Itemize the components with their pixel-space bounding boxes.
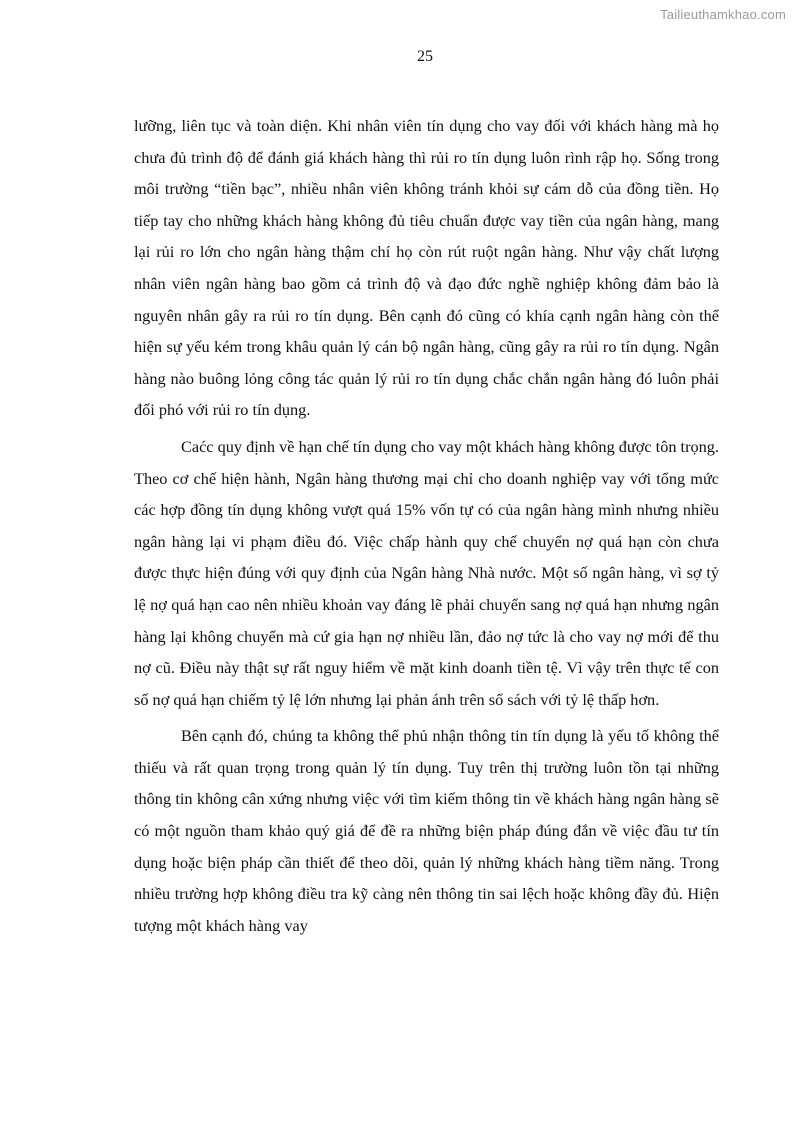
paragraph: Bên cạnh đó, chúng ta không thể phủ nhận thông tin tín dụng là yếu tố không thể thiếu và rất quan trọng trong quản lý tín dụng. Tuy trên thị trường luôn tồn tại những thông tin không cân xứng nhưng việc với tìm kiếm thông tin về khách hàng ngân hàng sẽ có một nguồn tham khảo quý giá để đề ra những biện pháp đúng đắn về việc đầu tư tín dụng hoặc biện pháp cần thiết để theo dõi, quản lý những khách hàng tiềm năng. Trong nhiều trường hợp không điều tra kỹ càng nên thông tin sai lệch hoặc không đầy đủ. Hiện tượng một khách hàng vay xyxy=(134,726,719,935)
paragraph: Caćc quy định về hạn chế tín dụng cho vay một khách hàng không được tôn trọng. Theo cơ chế hiện hành, Ngân hàng thương mại chỉ cho doanh nghiệp vay với tổng mức các hợp đồng tín dụng không vượt quá 15% vốn tự có của ngân hàng mình nhưng nhiều ngân hàng lại vi phạm điều đó. Việc chấp hành quy chế chuyển nợ quá hạn còn chưa được thực hiện đúng với quy định của Ngân hàng Nhà nước. Một số ngân hàng, vì sợ tỷ lệ nợ quá hạn cao nên nhiều khoản vay đáng lẽ phải chuyển sang nợ quá hạn nhưng ngân hàng lại không chuyển mà cứ gia hạn nợ nhiều lần, đảo nợ tức là cho vay nợ mới để thu nợ cũ. Điều này thật sự rất nguy hiểm về mặt kinh doanh tiền tệ. Vì vậy trên thực tế con số nợ quá hạn chiếm tỷ lệ lớn nhưng lại phản ánh trên sổ sách với tỷ lệ thấp hơn. xyxy=(134,436,719,709)
document-body xyxy=(134,110,719,946)
page-number: 25 xyxy=(417,48,433,65)
paragraph: lưỡng, liên tục và toàn diện. Khi nhân viên tín dụng cho vay đối với khách hàng mà họ chưa đủ trình độ để đánh giá khách hàng thì rủi ro tín dụng luôn rình rập họ. Sống trong môi trường “tiền bạc”, nhiều nhân viên không tránh khỏi sự cám dỗ của đồng tiền. Họ tiếp tay cho những khách hàng không đủ tiêu chuẩn được vay tiền của ngân hàng, mang lại rủi ro lớn cho ngân hàng thậm chí họ còn rút ruột ngân hàng. Như vậy chất lượng nhân viên ngân hàng bao gồm cả trình độ và đạo đức nghề nghiệp không đảm bảo là nguyên nhân gây ra rủi ro tín dụng. Bên cạnh đó cũng có khía cạnh ngân hàng còn thể hiện sự yếu kém trong khâu quản lý cán bộ ngân hàng, cũng gây ra rủi ro tín dụng. Ngân hàng nào buông lỏng công tác quản lý rủi ro tín dụng chắc chắn ngân hàng đó luôn phải đối phó với rủi ro tín dụng. xyxy=(134,116,719,420)
watermark: Tailieuthamkhao.com xyxy=(660,7,786,22)
